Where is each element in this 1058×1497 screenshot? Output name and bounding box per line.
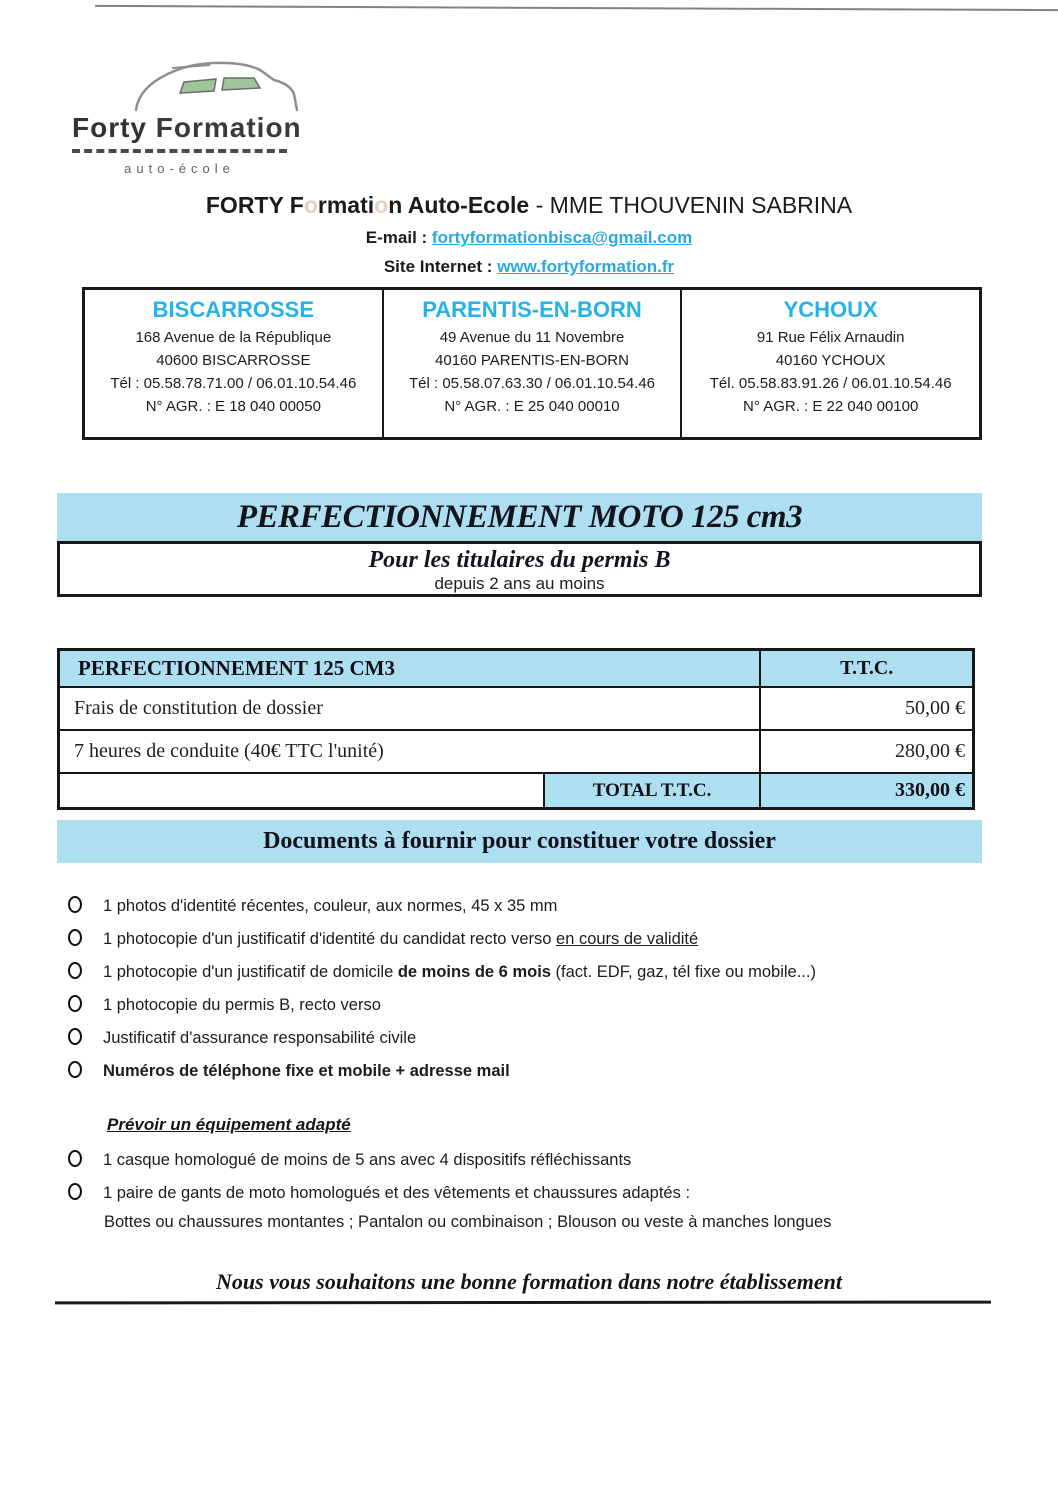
- equipment-heading: Prévoir un équipement adapté: [107, 1115, 351, 1134]
- logo-word-forty: Forty: [72, 112, 147, 143]
- location-address: 49 Avenue du 11 Novembre: [439, 329, 625, 346]
- price-table-header-row: [60, 651, 972, 688]
- locations-table: [82, 287, 982, 440]
- price-row-label: Frais de constitution de dossier: [60, 688, 761, 729]
- list-item: [68, 1028, 998, 1047]
- location-agrement: N° AGR. : E 18 040 00050: [145, 398, 321, 415]
- total-label: TOTAL T.T.C.: [545, 774, 762, 807]
- logo-subtitle: auto-école: [124, 161, 235, 176]
- scan-artifact-line: [95, 5, 1058, 11]
- price-header-label: PERFECTIONNEMENT 125 CM3: [60, 651, 761, 686]
- documents-checklist: [68, 896, 998, 1080]
- footer-divider-line: [55, 1301, 991, 1305]
- price-row-value: 50,00 €: [905, 697, 965, 719]
- location-phone: Tél : 05.58.78.71.00 / 06.01.10.54.46: [110, 375, 357, 392]
- item-text-bold: de moins de 6 mois: [397, 963, 551, 981]
- circle-bullet-icon: [68, 962, 82, 979]
- title-faded-o: o: [374, 192, 389, 218]
- circle-bullet-icon: [68, 929, 82, 946]
- title-faded-o: o: [303, 192, 318, 218]
- logo-word-formation: Formation: [155, 112, 302, 143]
- location-postal: 40160 PARENTIS-EN-BORN: [435, 352, 629, 369]
- price-header-ttc: T.T.C.: [840, 657, 894, 679]
- location-address: 168 Avenue de la République: [135, 329, 332, 346]
- table-row: [60, 731, 972, 774]
- item-text: 1 photocopie d'un justificatif de domicile: [103, 963, 398, 981]
- item-text-bold: Numéros de téléphone fixe et mobile + adresse mail: [103, 1062, 510, 1080]
- equipment-item-text: 1 casque homologué de moins de 5 ans avec 4 dispositifs réfléchissants: [103, 1151, 632, 1169]
- list-item: [68, 929, 998, 948]
- footer-message: Nous vous souhaitons une bonne formation dans notre établissement: [216, 1269, 842, 1294]
- checklist-text: [103, 1028, 416, 1047]
- checklist-text: [103, 1061, 510, 1080]
- email-line: [0, 228, 1058, 248]
- list-item: [68, 896, 998, 915]
- program-subtitle: Pour les titulaires du permis B: [368, 547, 671, 573]
- circle-bullet-icon: [68, 1028, 82, 1045]
- equipment-note: Bottes ou chaussures montantes ; Pantalon ou combinaison ; Blouson ou veste à manches longues: [104, 1213, 832, 1231]
- website-label: Site Internet :: [383, 257, 498, 276]
- title-part: rmati: [317, 192, 375, 218]
- list-item: [68, 1183, 998, 1202]
- list-item: [68, 1150, 998, 1169]
- location-agrement: N° AGR. : E 25 040 00010: [444, 398, 620, 415]
- checklist-text: [103, 929, 698, 948]
- table-row: [60, 688, 972, 731]
- price-table: [57, 648, 975, 810]
- price-total-row: [60, 774, 972, 807]
- item-text: 1 photocopie du permis B, recto verso: [103, 996, 381, 1014]
- checklist-text: [103, 995, 381, 1014]
- total-row-blank-cell: [60, 774, 545, 807]
- location-city: BISCARROSSE: [152, 297, 315, 322]
- circle-bullet-icon: [68, 1183, 82, 1200]
- location-postal: 40600 BISCARROSSE: [156, 352, 311, 369]
- program-title: PERFECTIONNEMENT MOTO 125 cm3: [236, 498, 803, 535]
- item-text-underlined: en cours de validité: [556, 930, 699, 948]
- checklist-text: [103, 962, 816, 981]
- program-subtitle-band: [57, 541, 982, 597]
- circle-bullet-icon: [68, 1061, 82, 1078]
- checklist-text: [103, 896, 557, 915]
- title-part: n Auto-Ecole: [388, 192, 530, 218]
- circle-bullet-icon: [68, 995, 82, 1012]
- program-title-banner: [57, 493, 982, 541]
- location-ychoux: [682, 290, 979, 437]
- document-header: [0, 192, 1058, 277]
- school-title: [0, 192, 1058, 219]
- website-link[interactable]: www.fortyformation.fr: [497, 257, 675, 276]
- list-item: [68, 962, 998, 981]
- location-city: PARENTIS-EN-BORN: [422, 297, 642, 322]
- car-sketch-icon: [132, 60, 302, 112]
- circle-bullet-icon: [68, 896, 82, 913]
- documents-heading: Documents à fournir pour constituer votre dossier: [263, 828, 776, 854]
- location-parentis: [384, 290, 683, 437]
- program-condition: depuis 2 ans au moins: [434, 574, 605, 593]
- logo-wordmark: [72, 112, 322, 144]
- item-text: 1 photos d'identité récentes, couleur, aux normes, 45 x 35 mm: [103, 897, 558, 915]
- location-postal: 40160 YCHOUX: [775, 352, 886, 369]
- logo-dashed-line: [72, 149, 287, 153]
- location-city: YCHOUX: [783, 297, 878, 322]
- circle-bullet-icon: [68, 1150, 82, 1167]
- documents-section-banner: [57, 820, 982, 863]
- item-text: 1 photocopie d'un justificatif d'identité du candidat recto verso: [103, 930, 557, 948]
- location-phone: Tél : 05.58.07.63.30 / 06.01.10.54.46: [408, 375, 656, 392]
- equipment-checklist: [68, 1150, 998, 1202]
- location-address: 91 Rue Félix Arnaudin: [756, 329, 905, 346]
- title-part: FORTY F: [205, 192, 304, 218]
- email-label: E-mail :: [365, 228, 432, 247]
- total-value: 330,00 €: [761, 774, 972, 807]
- owner-name: MME THOUVENIN SABRINA: [549, 192, 853, 218]
- list-item: [68, 1061, 998, 1080]
- list-item: [68, 995, 998, 1014]
- location-biscarrosse: [85, 290, 384, 437]
- price-row-label: 7 heures de conduite (40€ TTC l'unité): [60, 731, 761, 772]
- title-separator: -: [529, 192, 550, 218]
- price-row-value: 280,00 €: [895, 740, 965, 762]
- location-agrement: N° AGR. : E 22 040 00100: [743, 398, 919, 415]
- item-text: (fact. EDF, gaz, tél fixe ou mobile...): [550, 963, 816, 981]
- item-text: Justificatif d'assurance responsabilité civile: [103, 1029, 417, 1047]
- equipment-item-text: 1 paire de gants de moto homologués et des vêtements et chaussures adaptés :: [103, 1184, 691, 1202]
- location-phone: Tél. 05.58.83.91.26 / 06.01.10.54.46: [709, 375, 952, 392]
- forty-formation-logo: [72, 60, 322, 176]
- email-link[interactable]: fortyformationbisca@gmail.com: [431, 228, 693, 247]
- website-line: [0, 257, 1058, 277]
